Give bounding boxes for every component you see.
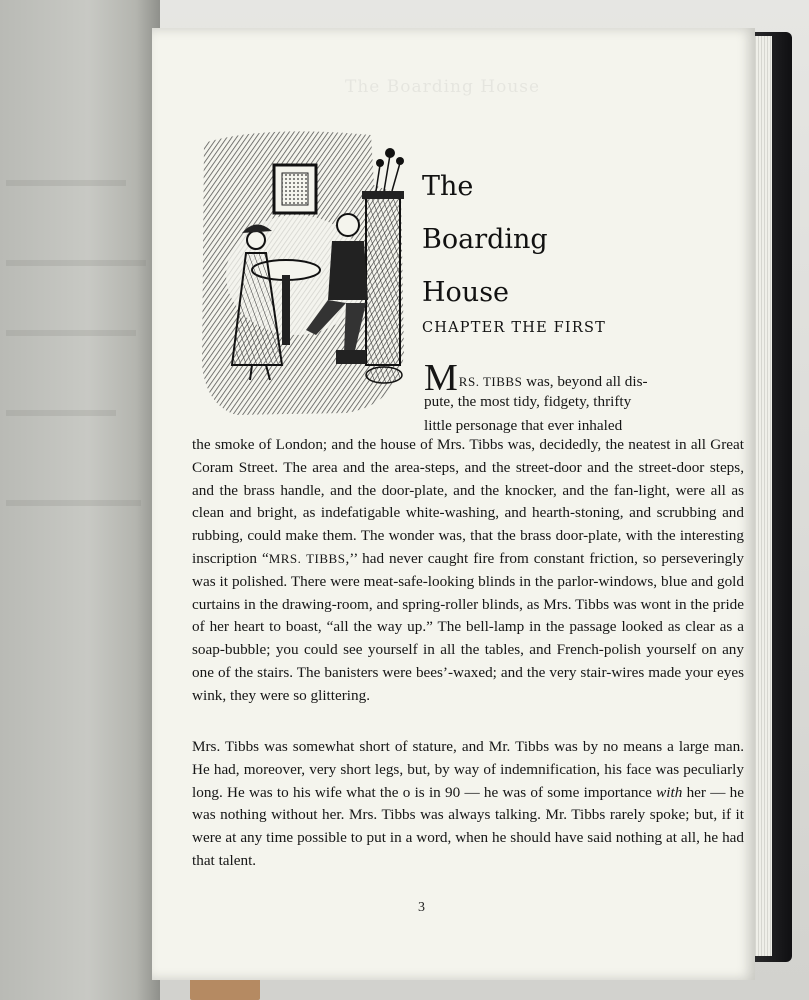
opening-line-2: pute, the most tidy, fidgety, thrifty — [424, 393, 632, 410]
inscription-smallcaps: MRS. TIBBS — [268, 550, 346, 566]
show-through-header: The Boarding House — [345, 77, 541, 97]
left-page-shadow-line — [6, 260, 146, 266]
title-line: House — [422, 277, 510, 308]
left-page — [0, 0, 160, 1000]
opening-line-1-rest: was, beyond all dis- — [522, 373, 648, 390]
left-page-shadow-line — [6, 330, 136, 336]
left-page-shadow-line — [6, 180, 126, 186]
paragraph-2-italic: with — [656, 783, 683, 801]
paragraph-2-part-2: her — he was nothing without her. Mrs. Tibbs was always talking. Mr. Tibbs rarely spoke; but, if it were at any time possible to put in a word, when he should have said nothing at all, he had that talent. — [192, 783, 744, 869]
left-page-shadow-line — [6, 410, 116, 416]
chapter-heading: CHAPTER THE FIRST — [422, 320, 606, 336]
title-line: The — [422, 171, 474, 202]
paragraph-1 — [192, 434, 744, 708]
drop-cap: M — [424, 357, 458, 399]
opening-line-3: little personage that ever inhaled — [424, 417, 623, 434]
opening-line-1 — [424, 357, 742, 399]
boarding-house-illustration — [196, 125, 410, 417]
paragraph-2 — [192, 736, 744, 873]
page-number: 3 — [418, 900, 425, 915]
left-page-shadow-line — [6, 500, 141, 506]
smallcaps-name: RS. TIBBS — [458, 374, 523, 389]
paragraph-2-part-1: Mrs. Tibbs was somewhat short of stature, and Mr. Tibbs was by no means a large man. He had, moreover, very short legs, but, by way of indemnification, his face was peculiarly long. He was to his wife what the o is in 90 — he was of some importance — [192, 738, 744, 801]
opening-lines — [424, 357, 742, 438]
paragraph-1-part-1: the smoke of London; and the house of Mrs. Tibbs was, decidedly, the neatest in all Great Coram Street. The area and the area-steps, and the street-door and the street-door steps, and the brass handle, and the door-plate, and the knocker, and the fan-light, were all as clean and bright, as indefatigable white-washing, and hearth-stoning, and scrubbing and rubbing, could make them. The wonder was, that the brass door-plate, with the interesting inscription “ — [192, 436, 744, 567]
paragraph-1-part-2: ,’’ had never caught fire from constant friction, so perseveringly was it polished. There were meat-safe-looking blinds in the parlor-windows, blue and gold curtains in the drawing-room, and spring-roller blinds, as Mrs. Tibbs was wont in the pride of her heart to boast, “all the way up.” The bell-lamp in the passage looked as clear as a soap-bubble; you could see yourself in all the tables, and French-polish yourself on any one of the stairs. The banisters were bees’-waxed; and the very stair-wires made your eyes wink, they were so glittering. — [192, 549, 745, 704]
title-line: Boarding — [422, 224, 548, 255]
story-title — [422, 160, 548, 319]
